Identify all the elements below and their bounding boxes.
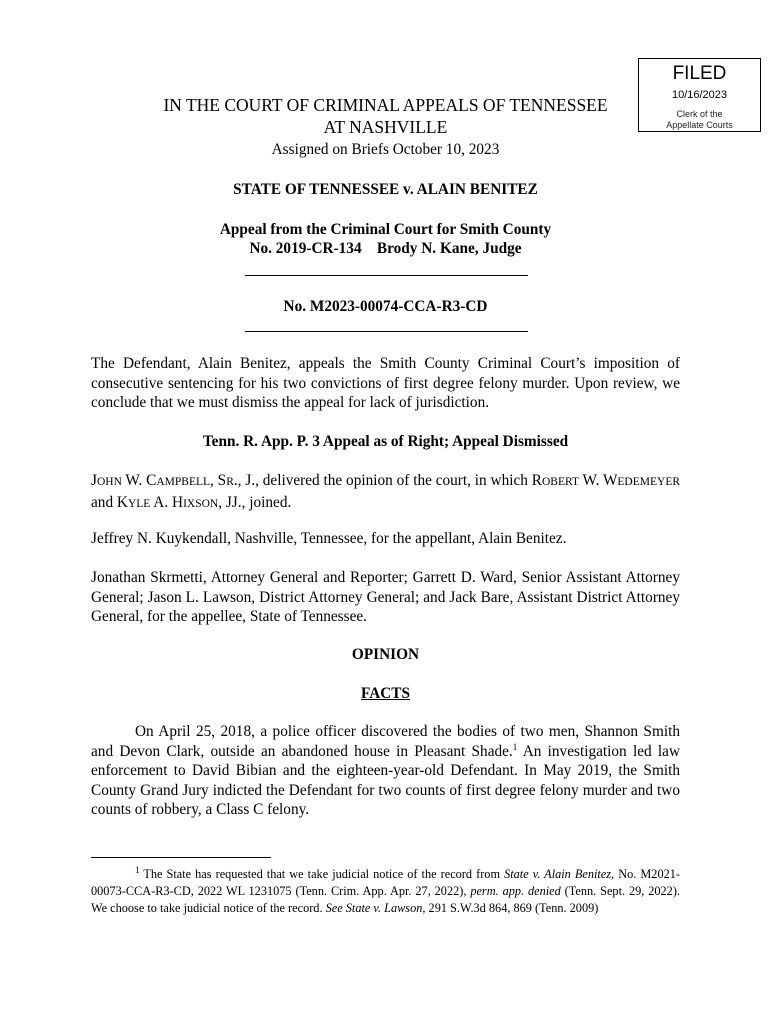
footnote-reference[interactable]: 1 [512, 741, 518, 752]
appeal-from: Appeal from the Criminal Court for Smith County [219, 221, 552, 238]
footnote-rule [91, 857, 271, 858]
stamp-courts-line: Appellate Courts [666, 120, 733, 130]
facts-heading: FACTS [360, 685, 410, 702]
case-title: STATE OF TENNESSEE v. ALAIN BENITEZ [233, 181, 538, 198]
docket-number: No. M2023-00074-CCA-R3-CD [283, 298, 488, 315]
court-name: IN THE COURT OF CRIMINAL APPEALS OF TENNESSEE [163, 95, 608, 115]
header-rule-bottom [245, 331, 528, 332]
stamp-title: FILED [672, 63, 727, 84]
footnote-text: $^1$ The State has requested that we take judicial notice of the record from State v. Alain Benitez, No. M2021-00073-CCA-R3-CD, 2022 WL 1231075 (Tenn. Crim. App. Apr. 27, 2022), perm. app. denied (Tenn. Sept. 29, 2022). We choose to take judicial notice of the record. See State v. Lawson, 291 S.W.3d 864, 869 (Tenn. 2009) [91, 864, 680, 915]
trial-judge: Brody N. Kane, Judge [376, 240, 522, 257]
stamp-date: 10/16/2023 [671, 89, 728, 101]
appellant-counsel: Jeffrey N. Kuykendall, Nashville, Tennessee, for the appellant, Alain Benitez. [91, 530, 567, 547]
stamp-clerk-line: Clerk of the [676, 109, 723, 119]
assigned-line: Assigned on Briefs October 10, 2023 [271, 141, 500, 158]
case-summary: The Defendant, Alain Benitez, appeals the Smith County Criminal Court’s imposition of consecutive sentencing for his two convictions of first degree felony murder. Upon review, we conclude that we must dismiss the appeal for lack of jurisdiction. [91, 355, 680, 411]
authorship: JOHN W. CAMPBELL, SR., J., delivered the opinion of the court, in which ROBERT W. WEDEMEYER and KYLE A. HIXSON, JJ., joined. [91, 472, 681, 511]
trial-info [91, 239, 680, 259]
facts-paragraph: On April 25, 2018, a police officer discovered the bodies of two men, Shannon Smith and Devon Clark, outside an abandoned house in Pleasant Shade.$^1$ An investigation led law enforcement to David Bibian and the eighteen-year-old Defendant. In May 2019, the Smith County Grand Jury indicted the Defendant for two counts of first degree felony murder and two counts of robbery, a Class C felony. [91, 723, 680, 818]
court-header [91, 94, 680, 138]
appellee-counsel: Jonathan Skrmetti, Attorney General and Reporter; Garrett D. Ward, Senior Assistant Attorney General; Jason L. Lawson, District Attorney General; and Jack Bare, Assistant District Attorney General, for the appellee, State of Tennessee. [91, 569, 680, 625]
footnote-number: 1 [135, 864, 140, 875]
opinion-heading: OPINION [351, 646, 420, 663]
header-rule-top [245, 275, 528, 276]
trial-number: No. 2019-CR-134 [249, 240, 362, 257]
disposition: Tenn. R. App. P. 3 Appeal as of Right; Appeal Dismissed [202, 433, 569, 450]
court-location: AT NASHVILLE [323, 117, 448, 137]
